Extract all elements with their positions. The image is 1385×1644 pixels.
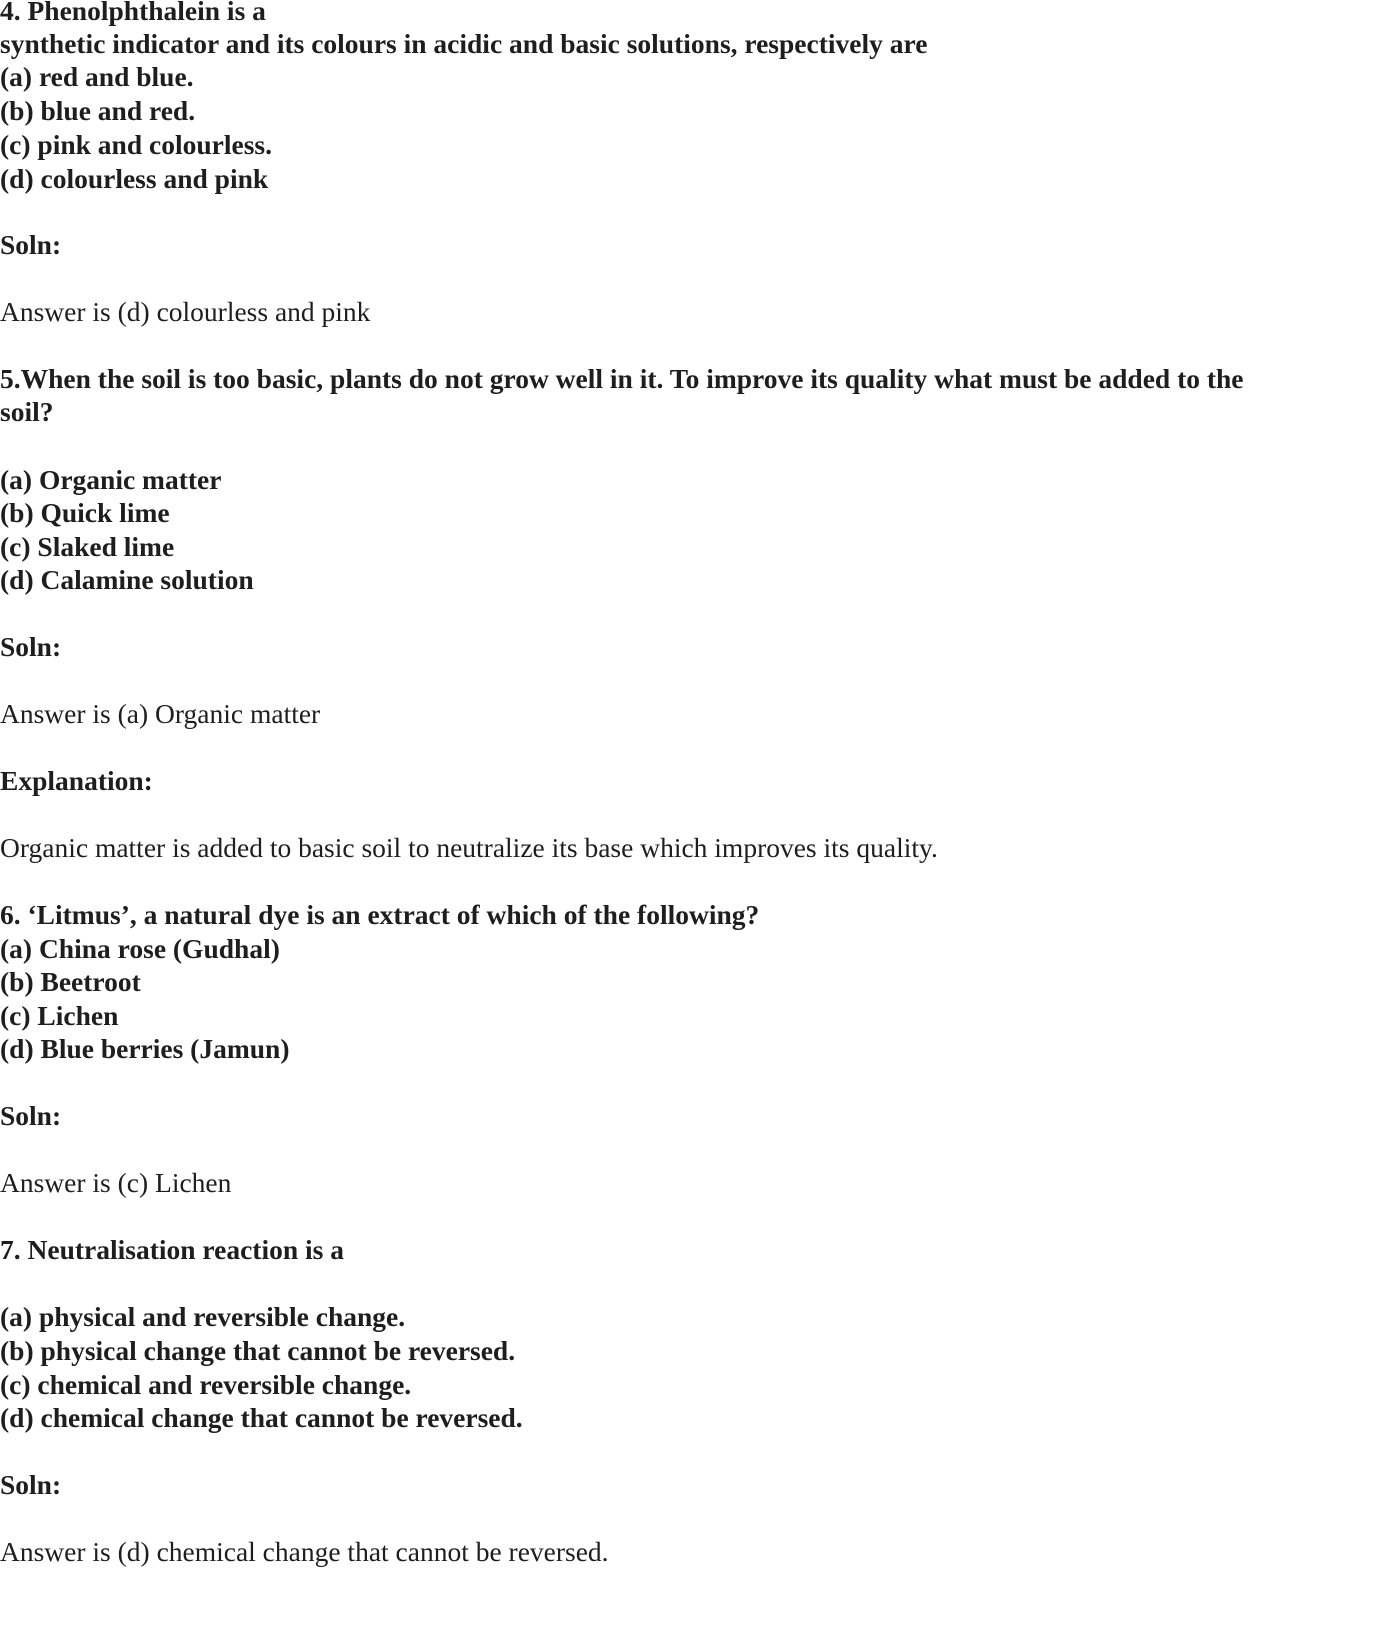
- option-d: (d) Blue berries (Jamun): [0, 1033, 290, 1064]
- question-text: 6. ‘Litmus’, a natural dye is an extract of which of the following?: [0, 899, 760, 930]
- option-c: (c) Slaked lime: [0, 531, 175, 562]
- option-b: (b) physical change that cannot be reversed.: [0, 1335, 516, 1366]
- solution-label: Soln:: [0, 1100, 62, 1131]
- explanation-label: Explanation:: [0, 765, 153, 796]
- option-c: (c) chemical and reversible change.: [0, 1369, 412, 1400]
- answer-text: Answer is (d) colourless and pink: [0, 296, 371, 327]
- explanation-text: Organic matter is added to basic soil to neutralize its base which improves its quality.: [0, 832, 938, 863]
- option-b: (b) blue and red.: [0, 95, 196, 126]
- option-a: (a) Organic matter: [0, 464, 222, 495]
- option-d: (d) colourless and pink: [0, 163, 269, 194]
- option-b: (b) Beetroot: [0, 966, 141, 997]
- answer-text: Answer is (a) Organic matter: [0, 698, 321, 729]
- option-c: (c) Lichen: [0, 1000, 119, 1031]
- option-d: (d) Calamine solution: [0, 564, 254, 595]
- option-a: (a) China rose (Gudhal): [0, 933, 280, 964]
- option-d: (d) chemical change that cannot be reversed.: [0, 1402, 523, 1433]
- question-text: soil?: [0, 396, 54, 427]
- option-b: (b) Quick lime: [0, 497, 170, 528]
- answer-text: Answer is (c) Lichen: [0, 1167, 232, 1198]
- question-text: 7. Neutralisation reaction is a: [0, 1234, 344, 1265]
- option-a: (a) physical and reversible change.: [0, 1301, 406, 1332]
- option-c: (c) pink and colourless.: [0, 129, 272, 160]
- question-text: synthetic indicator and its colours in acidic and basic solutions, respectively are: [0, 28, 928, 59]
- option-a: (a) red and blue.: [0, 61, 194, 92]
- question-text: 5.When the soil is too basic, plants do not grow well in it. To improve its quality what must be added to the: [0, 363, 1244, 394]
- answer-text: Answer is (d) chemical change that cannot be reversed.: [0, 1536, 609, 1567]
- solution-label: Soln:: [0, 229, 62, 260]
- question-text: 4. Phenolphthalein is a: [0, 0, 266, 26]
- solution-label: Soln:: [0, 631, 62, 662]
- solution-label: Soln:: [0, 1469, 62, 1500]
